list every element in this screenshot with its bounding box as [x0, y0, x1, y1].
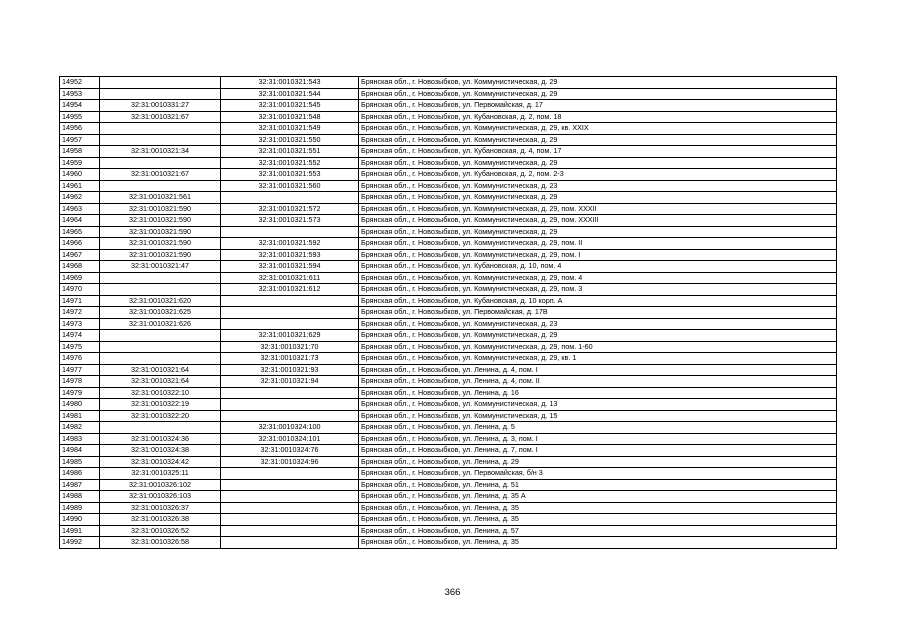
land-cadastral-number-cell [100, 134, 221, 146]
table-row [60, 238, 837, 250]
table-row [60, 399, 837, 411]
table-row [60, 249, 837, 261]
table-row [60, 537, 837, 549]
object-cadastral-number-cell: 32:31:0010321:543 [221, 77, 359, 89]
table-row [60, 295, 837, 307]
object-cadastral-number-cell [221, 399, 359, 411]
address-cell: Брянская обл., г. Новозыбков, ул. Коммунистическая, д. 29 [359, 157, 837, 169]
address-cell: Брянская обл., г. Новозыбков, ул. Коммунистическая, д. 29, пом. I [359, 249, 837, 261]
object-cadastral-number-cell: 32:31:0010321:594 [221, 261, 359, 273]
land-cadastral-number-cell: 32:31:0010326:38 [100, 514, 221, 526]
land-cadastral-number-cell: 32:31:0010321:590 [100, 203, 221, 215]
object-cadastral-number-cell: 32:31:0010321:552 [221, 157, 359, 169]
address-cell: Брянская обл., г. Новозыбков, ул. Ленина, д. 5 [359, 422, 837, 434]
address-cell: Брянская обл., г. Новозыбков, ул. Первомайская, д. 17 [359, 100, 837, 112]
land-cadastral-number-cell [100, 157, 221, 169]
object-cadastral-number-cell [221, 479, 359, 491]
land-cadastral-number-cell: 32:31:0010326:58 [100, 537, 221, 549]
row-number-cell: 14987 [60, 479, 100, 491]
row-number-cell: 14955 [60, 111, 100, 123]
table-row [60, 203, 837, 215]
land-cadastral-number-cell: 32:31:0010321:625 [100, 307, 221, 319]
land-cadastral-number-cell [100, 422, 221, 434]
land-cadastral-number-cell [100, 284, 221, 296]
land-cadastral-number-cell [100, 123, 221, 135]
address-cell: Брянская обл., г. Новозыбков, ул. Кубановская, д. 4, пом. 17 [359, 146, 837, 158]
row-number-cell: 14959 [60, 157, 100, 169]
row-number-cell: 14971 [60, 295, 100, 307]
object-cadastral-number-cell [221, 502, 359, 514]
object-cadastral-number-cell: 32:31:0010321:549 [221, 123, 359, 135]
address-cell: Брянская обл., г. Новозыбков, ул. Ленина, д. 35 А [359, 491, 837, 503]
table-row [60, 433, 837, 445]
object-cadastral-number-cell: 32:31:0010321:548 [221, 111, 359, 123]
table-row [60, 123, 837, 135]
table-row [60, 525, 837, 537]
row-number-cell: 14992 [60, 537, 100, 549]
land-cadastral-number-cell: 32:31:0010321:620 [100, 295, 221, 307]
land-cadastral-number-cell: 32:31:0010321:64 [100, 376, 221, 388]
land-cadastral-number-cell: 32:31:0010326:37 [100, 502, 221, 514]
address-cell: Брянская обл., г. Новозыбков, ул. Коммунистическая, д. 15 [359, 410, 837, 422]
row-number-cell: 14985 [60, 456, 100, 468]
address-cell: Брянская обл., г. Новозыбков, ул. Кубановская, д. 2, пом. 18 [359, 111, 837, 123]
table-row [60, 341, 837, 353]
object-cadastral-number-cell: 32:31:0010321:70 [221, 341, 359, 353]
land-cadastral-number-cell: 32:31:0010324:38 [100, 445, 221, 457]
land-cadastral-number-cell: 32:31:0010321:590 [100, 249, 221, 261]
land-cadastral-number-cell: 32:31:0010321:561 [100, 192, 221, 204]
row-number-cell: 14963 [60, 203, 100, 215]
row-number-cell: 14991 [60, 525, 100, 537]
land-cadastral-number-cell: 32:31:0010321:67 [100, 111, 221, 123]
row-number-cell: 14952 [60, 77, 100, 89]
object-cadastral-number-cell: 32:31:0010321:592 [221, 238, 359, 250]
row-number-cell: 14956 [60, 123, 100, 135]
table-row [60, 376, 837, 388]
address-cell: Брянская обл., г. Новозыбков, ул. Коммунистическая, д. 29, пом. 3 [359, 284, 837, 296]
land-cadastral-number-cell: 32:31:0010322:19 [100, 399, 221, 411]
table-row [60, 146, 837, 158]
address-cell: Брянская обл., г. Новозыбков, ул. Коммунистическая, д. 29, пом. XXXIII [359, 215, 837, 227]
table-row [60, 410, 837, 422]
land-cadastral-number-cell [100, 341, 221, 353]
object-cadastral-number-cell [221, 468, 359, 480]
land-cadastral-number-cell: 32:31:0010321:590 [100, 215, 221, 227]
row-number-cell: 14982 [60, 422, 100, 434]
address-cell: Брянская обл., г. Новозыбков, ул. Ленина, д. 4, пом. II [359, 376, 837, 388]
address-cell: Брянская обл., г. Новозыбков, ул. Ленина, д. 4, пом. I [359, 364, 837, 376]
object-cadastral-number-cell [221, 226, 359, 238]
table-row [60, 318, 837, 330]
land-cadastral-number-cell: 32:31:0010321:64 [100, 364, 221, 376]
table-row [60, 445, 837, 457]
land-cadastral-number-cell: 32:31:0010325:11 [100, 468, 221, 480]
land-cadastral-number-cell: 32:31:0010322:10 [100, 387, 221, 399]
row-number-cell: 14967 [60, 249, 100, 261]
table-row [60, 226, 837, 238]
address-cell: Брянская обл., г. Новозыбков, ул. Коммунистическая, д. 29 [359, 192, 837, 204]
address-cell: Брянская обл., г. Новозыбков, ул. Ленина, д. 35 [359, 502, 837, 514]
row-number-cell: 14976 [60, 353, 100, 365]
row-number-cell: 14960 [60, 169, 100, 181]
address-cell: Брянская обл., г. Новозыбков, ул. Коммунистическая, д. 29 [359, 134, 837, 146]
table-row [60, 169, 837, 181]
address-cell: Брянская обл., г. Новозыбков, ул. Кубановская, д. 10 корп. А [359, 295, 837, 307]
land-cadastral-number-cell [100, 330, 221, 342]
row-number-cell: 14974 [60, 330, 100, 342]
row-number-cell: 14973 [60, 318, 100, 330]
object-cadastral-number-cell [221, 192, 359, 204]
object-cadastral-number-cell: 32:31:0010324:101 [221, 433, 359, 445]
object-cadastral-number-cell: 32:31:0010324:96 [221, 456, 359, 468]
row-number-cell: 14980 [60, 399, 100, 411]
row-number-cell: 14970 [60, 284, 100, 296]
object-cadastral-number-cell: 32:31:0010321:593 [221, 249, 359, 261]
table-row [60, 180, 837, 192]
object-cadastral-number-cell [221, 307, 359, 319]
address-cell: Брянская обл., г. Новозыбков, ул. Ленина, д. 7, пом. I [359, 445, 837, 457]
table-row [60, 272, 837, 284]
land-cadastral-number-cell: 32:31:0010322:20 [100, 410, 221, 422]
row-number-cell: 14964 [60, 215, 100, 227]
object-cadastral-number-cell [221, 410, 359, 422]
object-cadastral-number-cell [221, 318, 359, 330]
land-cadastral-number-cell: 32:31:0010321:47 [100, 261, 221, 273]
table-row [60, 192, 837, 204]
table-row [60, 88, 837, 100]
object-cadastral-number-cell: 32:31:0010321:551 [221, 146, 359, 158]
object-cadastral-number-cell: 32:31:0010321:545 [221, 100, 359, 112]
row-number-cell: 14989 [60, 502, 100, 514]
row-number-cell: 14990 [60, 514, 100, 526]
address-cell: Брянская обл., г. Новозыбков, ул. Коммунистическая, д. 23 [359, 318, 837, 330]
object-cadastral-number-cell: 32:31:0010321:544 [221, 88, 359, 100]
table-row [60, 215, 837, 227]
land-cadastral-number-cell: 32:31:0010326:103 [100, 491, 221, 503]
land-cadastral-number-cell: 32:31:0010321:67 [100, 169, 221, 181]
object-cadastral-number-cell: 32:31:0010324:76 [221, 445, 359, 457]
table-row [60, 284, 837, 296]
object-cadastral-number-cell: 32:31:0010321:560 [221, 180, 359, 192]
address-cell: Брянская обл., г. Новозыбков, ул. Коммунистическая, д. 29 [359, 77, 837, 89]
object-cadastral-number-cell: 32:31:0010321:573 [221, 215, 359, 227]
row-number-cell: 14972 [60, 307, 100, 319]
row-number-cell: 14983 [60, 433, 100, 445]
land-cadastral-number-cell: 32:31:0010321:590 [100, 238, 221, 250]
object-cadastral-number-cell: 32:31:0010324:100 [221, 422, 359, 434]
row-number-cell: 14962 [60, 192, 100, 204]
land-cadastral-number-cell [100, 88, 221, 100]
address-cell: Брянская обл., г. Новозыбков, ул. Коммунистическая, д. 29 [359, 88, 837, 100]
register-table-body [60, 77, 837, 549]
row-number-cell: 14975 [60, 341, 100, 353]
row-number-cell: 14984 [60, 445, 100, 457]
row-number-cell: 14988 [60, 491, 100, 503]
page-number: 366 [444, 587, 461, 598]
table-row [60, 456, 837, 468]
table-row [60, 261, 837, 273]
address-cell: Брянская обл., г. Новозыбков, ул. Ленина, д. 51 [359, 479, 837, 491]
object-cadastral-number-cell [221, 491, 359, 503]
address-cell: Брянская обл., г. Новозыбков, ул. Ленина, д. 16 [359, 387, 837, 399]
address-cell: Брянская обл., г. Новозыбков, ул. Ленина, д. 29 [359, 456, 837, 468]
address-cell: Брянская обл., г. Новозыбков, ул. Первомайская, б/н 3 [359, 468, 837, 480]
table-row [60, 157, 837, 169]
address-cell: Брянская обл., г. Новозыбков, ул. Ленина, д. 57 [359, 525, 837, 537]
object-cadastral-number-cell: 32:31:0010321:94 [221, 376, 359, 388]
row-number-cell: 14977 [60, 364, 100, 376]
object-cadastral-number-cell [221, 295, 359, 307]
row-number-cell: 14957 [60, 134, 100, 146]
address-cell: Брянская обл., г. Новозыбков, ул. Первомайская, д. 17В [359, 307, 837, 319]
address-cell: Брянская обл., г. Новозыбков, ул. Коммунистическая, д. 29, пом. XXXII [359, 203, 837, 215]
address-cell: Брянская обл., г. Новозыбков, ул. Ленина, д. 3, пом. I [359, 433, 837, 445]
row-number-cell: 14965 [60, 226, 100, 238]
table-row [60, 134, 837, 146]
address-cell: Брянская обл., г. Новозыбков, ул. Кубановская, д. 10, пом. 4 [359, 261, 837, 273]
address-cell: Брянская обл., г. Новозыбков, ул. Коммунистическая, д. 29, пом. 4 [359, 272, 837, 284]
address-cell: Брянская обл., г. Новозыбков, ул. Коммунистическая, д. 29, пом. 1-60 [359, 341, 837, 353]
table-row [60, 77, 837, 89]
address-cell: Брянская обл., г. Новозыбков, ул. Коммунистическая, д. 29 [359, 330, 837, 342]
object-cadastral-number-cell [221, 525, 359, 537]
land-cadastral-number-cell: 32:31:0010321:590 [100, 226, 221, 238]
table-row [60, 468, 837, 480]
table-row [60, 502, 837, 514]
table-row [60, 387, 837, 399]
table-row [60, 100, 837, 112]
land-cadastral-number-cell: 32:31:0010324:36 [100, 433, 221, 445]
land-cadastral-number-cell [100, 77, 221, 89]
object-cadastral-number-cell: 32:31:0010321:612 [221, 284, 359, 296]
object-cadastral-number-cell: 32:31:0010321:572 [221, 203, 359, 215]
row-number-cell: 14958 [60, 146, 100, 158]
row-number-cell: 14978 [60, 376, 100, 388]
address-cell: Брянская обл., г. Новозыбков, ул. Ленина, д. 35 [359, 537, 837, 549]
land-cadastral-number-cell: 32:31:0010331:27 [100, 100, 221, 112]
row-number-cell: 14961 [60, 180, 100, 192]
address-cell: Брянская обл., г. Новозыбков, ул. Кубановская, д. 2, пом. 2-3 [359, 169, 837, 181]
object-cadastral-number-cell: 32:31:0010321:553 [221, 169, 359, 181]
row-number-cell: 14979 [60, 387, 100, 399]
address-cell: Брянская обл., г. Новозыбков, ул. Ленина, д. 35 [359, 514, 837, 526]
land-cadastral-number-cell: 32:31:0010326:102 [100, 479, 221, 491]
row-number-cell: 14986 [60, 468, 100, 480]
row-number-cell: 14953 [60, 88, 100, 100]
land-cadastral-number-cell [100, 353, 221, 365]
table-row [60, 422, 837, 434]
land-cadastral-number-cell: 32:31:0010324:42 [100, 456, 221, 468]
table-row [60, 479, 837, 491]
row-number-cell: 14968 [60, 261, 100, 273]
table-row [60, 353, 837, 365]
property-register-table [59, 76, 837, 549]
table-row [60, 307, 837, 319]
table-row [60, 330, 837, 342]
object-cadastral-number-cell: 32:31:0010321:93 [221, 364, 359, 376]
land-cadastral-number-cell [100, 272, 221, 284]
row-number-cell: 14954 [60, 100, 100, 112]
address-cell: Брянская обл., г. Новозыбков, ул. Коммунистическая, д. 29, пом. II [359, 238, 837, 250]
land-cadastral-number-cell: 32:31:0010321:626 [100, 318, 221, 330]
object-cadastral-number-cell [221, 537, 359, 549]
object-cadastral-number-cell: 32:31:0010321:73 [221, 353, 359, 365]
object-cadastral-number-cell: 32:31:0010321:629 [221, 330, 359, 342]
table-row [60, 491, 837, 503]
address-cell: Брянская обл., г. Новозыбков, ул. Коммунистическая, д. 29, кв. XXIX [359, 123, 837, 135]
table-row [60, 514, 837, 526]
land-cadastral-number-cell: 32:31:0010326:52 [100, 525, 221, 537]
table-row [60, 111, 837, 123]
row-number-cell: 14969 [60, 272, 100, 284]
object-cadastral-number-cell [221, 387, 359, 399]
address-cell: Брянская обл., г. Новозыбков, ул. Коммунистическая, д. 29, кв. 1 [359, 353, 837, 365]
address-cell: Брянская обл., г. Новозыбков, ул. Коммунистическая, д. 13 [359, 399, 837, 411]
row-number-cell: 14966 [60, 238, 100, 250]
object-cadastral-number-cell [221, 514, 359, 526]
address-cell: Брянская обл., г. Новозыбков, ул. Коммунистическая, д. 23 [359, 180, 837, 192]
address-cell: Брянская обл., г. Новозыбков, ул. Коммунистическая, д. 29 [359, 226, 837, 238]
object-cadastral-number-cell: 32:31:0010321:611 [221, 272, 359, 284]
object-cadastral-number-cell: 32:31:0010321:550 [221, 134, 359, 146]
land-cadastral-number-cell [100, 180, 221, 192]
table-row [60, 364, 837, 376]
land-cadastral-number-cell: 32:31:0010321:34 [100, 146, 221, 158]
row-number-cell: 14981 [60, 410, 100, 422]
